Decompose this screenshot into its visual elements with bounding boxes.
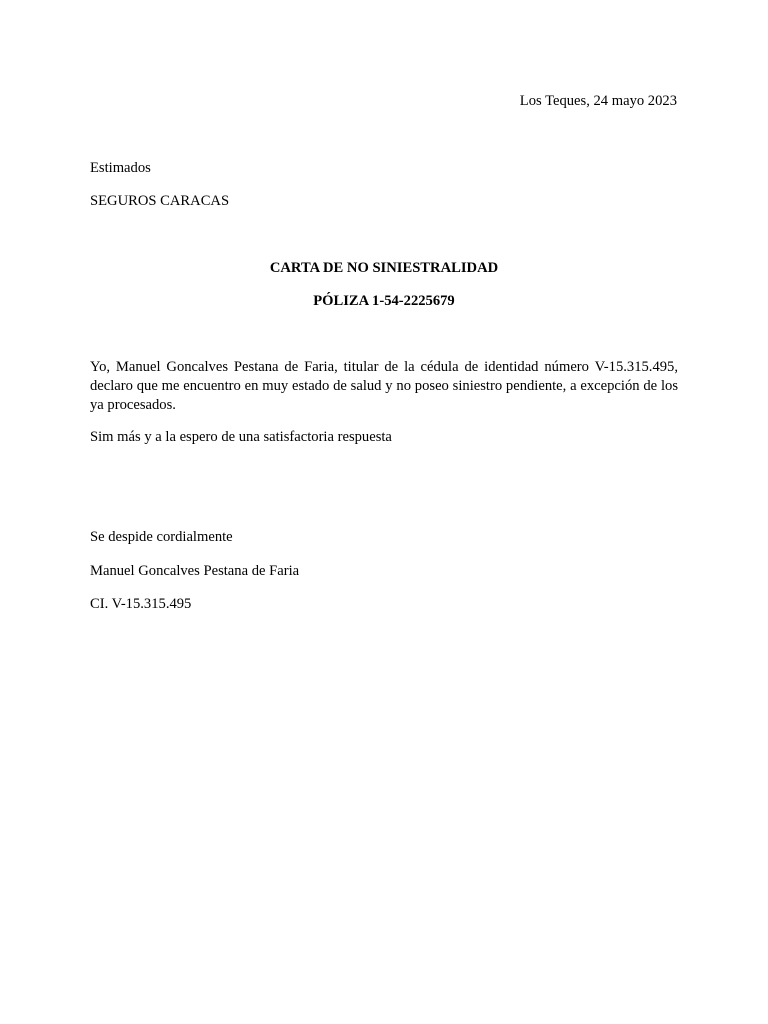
policy-number: PÓLIZA 1-54-2225679	[313, 293, 455, 309]
letter-title: CARTA DE NO SINIESTRALIDAD	[269, 260, 499, 276]
signer-name: Manuel Goncalves Pestana de Faria	[90, 563, 300, 579]
recipient: SEGUROS CARACAS	[90, 193, 230, 209]
farewell: Se despide cordialmente	[90, 529, 233, 545]
body-paragraph: Yo, Manuel Goncalves Pestana de Faria, titular de la cédula de identidad número V-15.315.495, declaro que me encuentro en muy estado de salud y no poseo siniestro pendiente, a excepción de los ya procesados.	[90, 359, 678, 413]
greeting: Estimados	[90, 160, 151, 176]
place-date: Los Teques, 24 mayo 2023	[519, 93, 677, 109]
closing-line: Sim más y a la espero de una satisfactoria respuesta	[90, 429, 392, 445]
signer-id: CI. V-15.315.495	[90, 596, 192, 612]
